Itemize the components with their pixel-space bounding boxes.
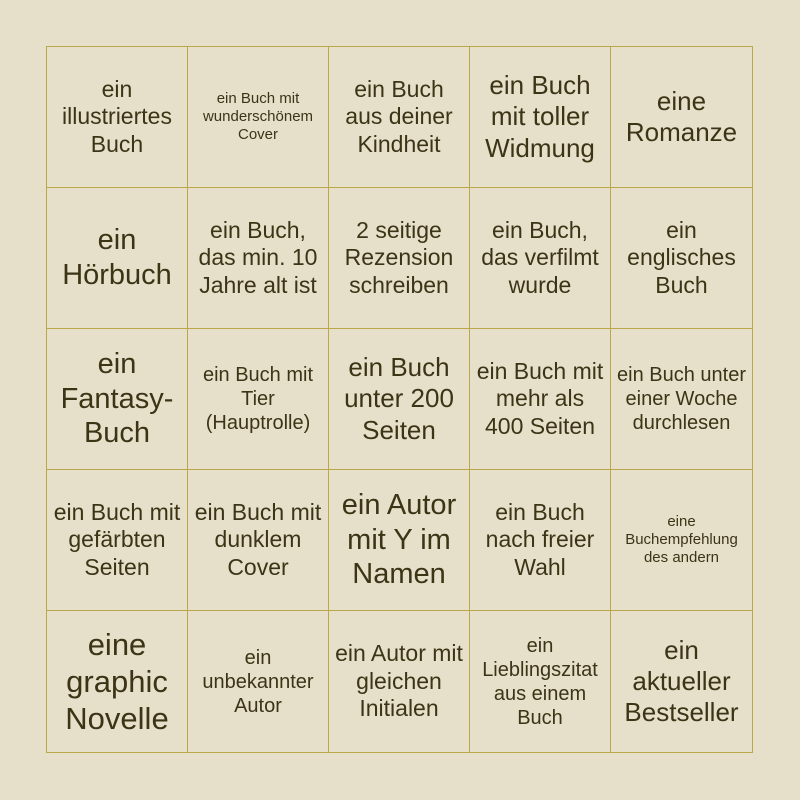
bingo-cell-label: ein Fantasy-Buch (60, 347, 174, 450)
bingo-cell-label: ein Lieblingszitat aus einem Buch (482, 634, 598, 729)
bingo-cell-label: ein Buch unter 200 Seiten (344, 352, 454, 445)
bingo-cell-label: ein Buch mit dunklem Cover (194, 498, 322, 580)
bingo-cell-2-5[interactable] (611, 188, 752, 329)
bingo-cell-label: ein illustriertes Buch (62, 75, 172, 157)
bingo-cell-4-4[interactable] (470, 470, 611, 611)
bingo-cell-5-2[interactable] (188, 611, 329, 752)
bingo-cell-2-3[interactable] (329, 188, 470, 329)
bingo-cell-3-4[interactable] (470, 329, 611, 470)
bingo-cell-5-3[interactable] (329, 611, 470, 752)
bingo-cell-label: ein Autor mit gleichen Initialen (335, 640, 463, 722)
bingo-cell-1-4[interactable] (470, 47, 611, 188)
bingo-cell-4-5[interactable] (611, 470, 752, 611)
bingo-cell-label: 2 seitige Rezension schreiben (344, 216, 454, 298)
bingo-cell-label: eine Buchempfehlung des andern (625, 513, 738, 566)
bingo-cell-2-2[interactable] (188, 188, 329, 329)
bingo-cell-4-3[interactable] (329, 470, 470, 611)
bingo-cell-label: eine graphic Novelle (65, 626, 169, 737)
bingo-cell-label: ein Buch mit Tier (Hauptrolle) (202, 364, 314, 434)
bingo-cell-label: ein unbekannter Autor (202, 646, 314, 717)
bingo-cell-label: eine Romanze (625, 85, 738, 147)
bingo-cell-label: ein Buch mit gefärbten Seiten (53, 498, 181, 580)
bingo-cell-label: ein Hörbuch (62, 224, 172, 291)
bingo-cell-label: ein Buch nach freier Wahl (485, 498, 595, 580)
bingo-cell-1-3[interactable] (329, 47, 470, 188)
bingo-cell-label: ein Buch mit wunderschönem Cover (202, 90, 314, 143)
bingo-cell-label: ein Autor mit Y im Namen (341, 488, 457, 591)
bingo-cell-4-2[interactable] (188, 470, 329, 611)
bingo-cell-label: ein aktueller Bestseller (624, 634, 739, 728)
bingo-cell-1-2[interactable] (188, 47, 329, 188)
bingo-cell-3-5[interactable] (611, 329, 752, 470)
bingo-cell-label: ein Buch mit toller Widmung (485, 70, 595, 163)
bingo-cell-label: ein Buch unter einer Woche durchlesen (617, 364, 746, 434)
bingo-cell-5-4[interactable] (470, 611, 611, 752)
bingo-cell-label: ein Buch aus deiner Kindheit (345, 75, 453, 157)
bingo-cell-2-4[interactable] (470, 188, 611, 329)
bingo-cell-1-5[interactable] (611, 47, 752, 188)
bingo-cell-3-3[interactable] (329, 329, 470, 470)
bingo-cell-3-2[interactable] (188, 329, 329, 470)
bingo-cell-1-1[interactable] (47, 47, 188, 188)
bingo-cell-2-1[interactable] (47, 188, 188, 329)
bingo-cell-5-1[interactable] (47, 611, 188, 752)
bingo-cell-label: ein Buch mit mehr als 400 Seiten (476, 357, 604, 439)
bingo-cell-4-1[interactable] (47, 470, 188, 611)
bingo-cell-label: ein Buch, das verfilmt wurde (481, 216, 599, 298)
bingo-cell-3-1[interactable] (47, 329, 188, 470)
bingo-board (46, 46, 753, 753)
bingo-cell-label: ein englisches Buch (627, 216, 736, 298)
bingo-cell-5-5[interactable] (611, 611, 752, 752)
bingo-cell-label: ein Buch, das min. 10 Jahre alt ist (198, 216, 318, 298)
